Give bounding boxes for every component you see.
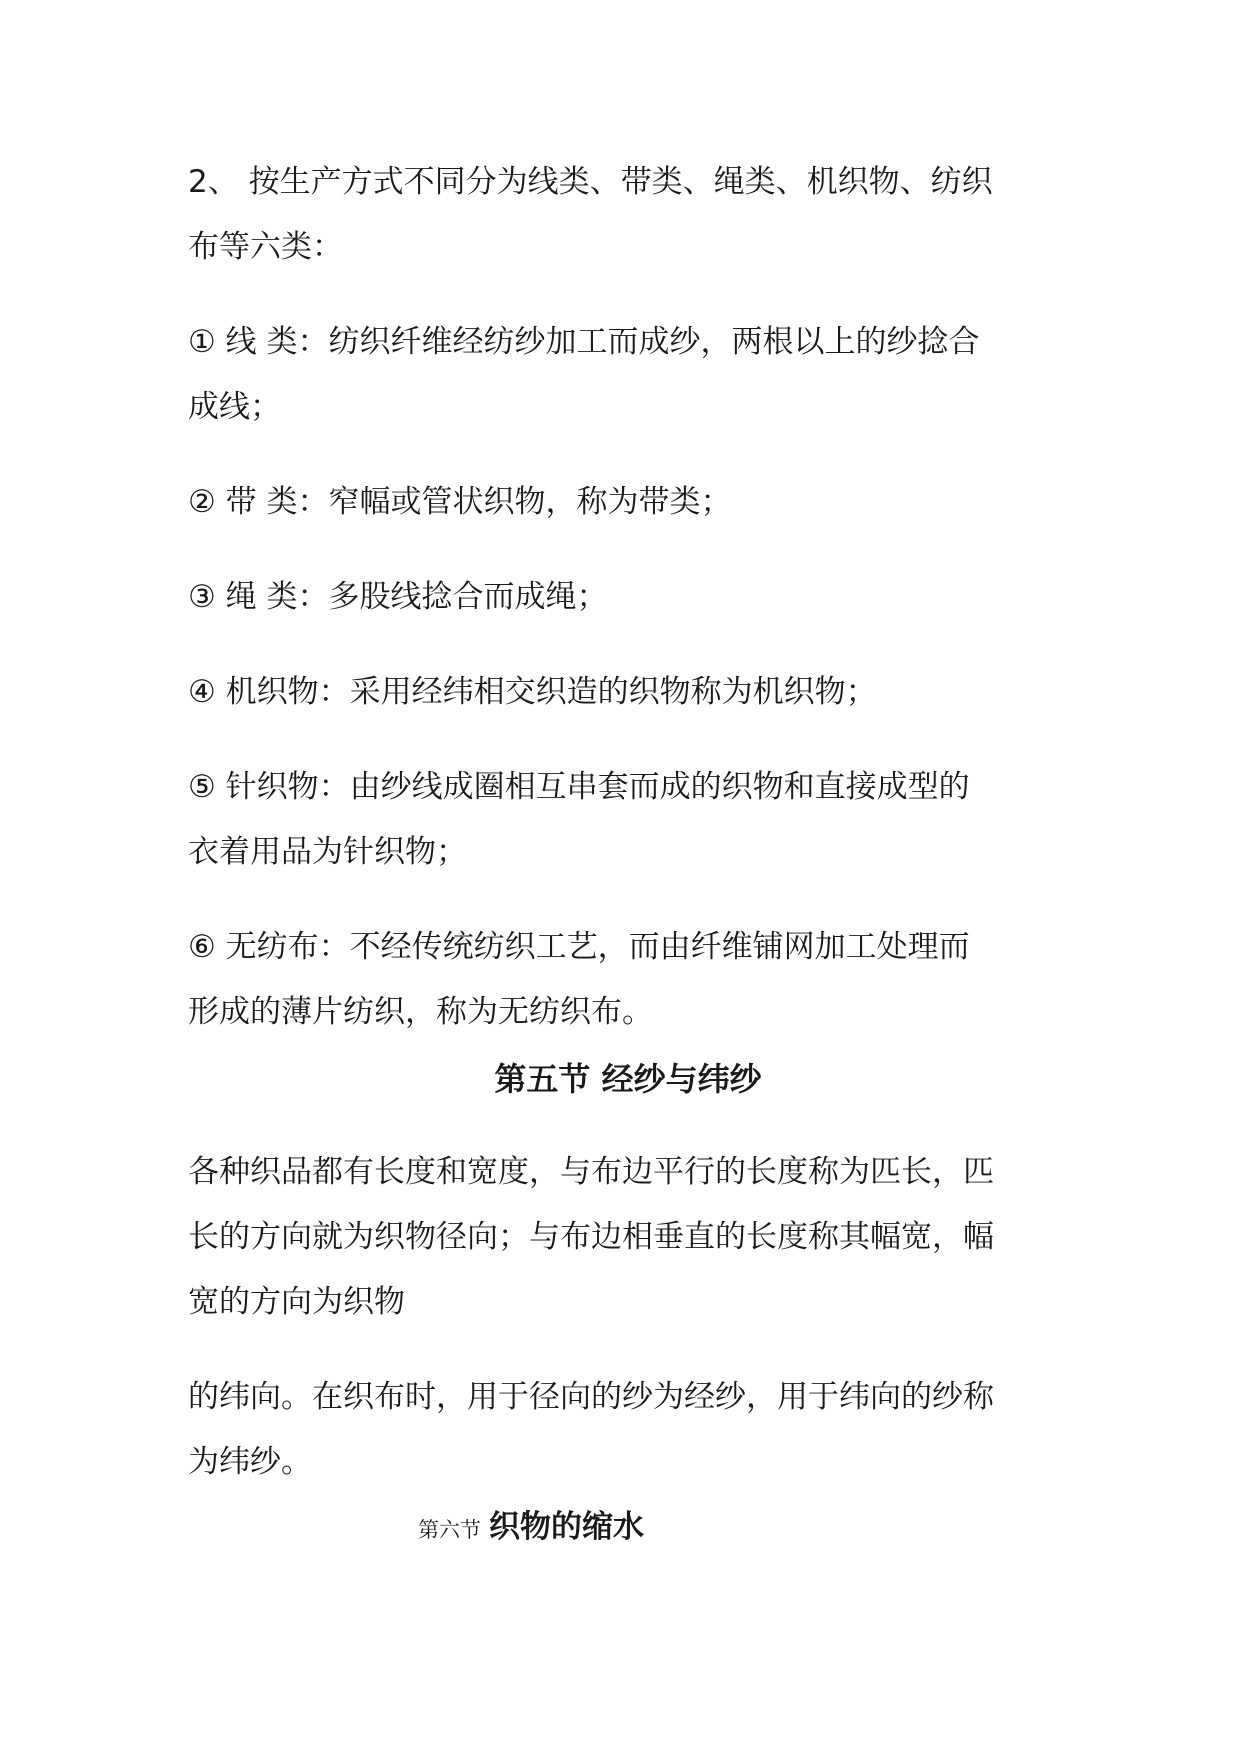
- section-heading-5: 第五节 经纱与纬纱: [494, 1060, 762, 1098]
- text-line: 衣着用品为针织物；: [188, 834, 467, 870]
- text-line: 形成的薄片纺织，称为无纺织布。: [188, 994, 653, 1030]
- list-item-rope: [188, 565, 1068, 630]
- paragraph-warp-weft-continued: [188, 1365, 1068, 1495]
- text-line: 为纬纱。: [188, 1444, 312, 1480]
- paragraph-warp-weft-definition: [188, 1140, 1068, 1335]
- paragraph-production-method: [188, 150, 1068, 280]
- text-line: ⑤ 针织物：由纱线成圈相互串套而成的织物和直接成型的: [188, 769, 970, 805]
- text-line: ③ 绳 类：多股线捻合而成绳；: [188, 579, 608, 615]
- text-line: 2、 按生产方式不同分为线类、带类、绳类、机织物、纺织: [188, 164, 993, 200]
- text-line: 的纬向。在织布时，用于径向的纱为经纱，用于纬向的纱称: [188, 1379, 994, 1415]
- list-item-tape: [188, 470, 1068, 535]
- text-line: 布等六类：: [188, 229, 343, 265]
- text-line: 各种织品都有长度和宽度，与布边平行的长度称为匹长，匹: [188, 1154, 994, 1190]
- section-heading-6: [418, 1502, 818, 1555]
- section-number: 第六节: [418, 1518, 481, 1542]
- list-item-knitted: [188, 755, 1068, 885]
- text-line: ② 带 类：窄幅或管状织物，称为带类；: [188, 484, 732, 520]
- section-title: 织物的缩水: [489, 1509, 644, 1545]
- list-item-woven: [188, 660, 1068, 725]
- text-line: ⑥ 无纺布：不经传统纺织工艺，而由纤维铺网加工处理而: [188, 929, 970, 965]
- text-line: 宽的方向为织物: [188, 1284, 405, 1320]
- list-item-thread: [188, 310, 1068, 440]
- text-line: 长的方向就为织物径向；与布边相垂直的长度称其幅宽，幅: [188, 1219, 994, 1255]
- list-item-nonwoven: [188, 915, 1068, 1045]
- text-line: ④ 机织物：采用经纬相交织造的织物称为机织物；: [188, 674, 877, 710]
- text-line: 成线；: [188, 389, 281, 425]
- text-line: ① 线 类：纺织纤维经纺纱加工而成纱，两根以上的纱捻合: [188, 324, 980, 360]
